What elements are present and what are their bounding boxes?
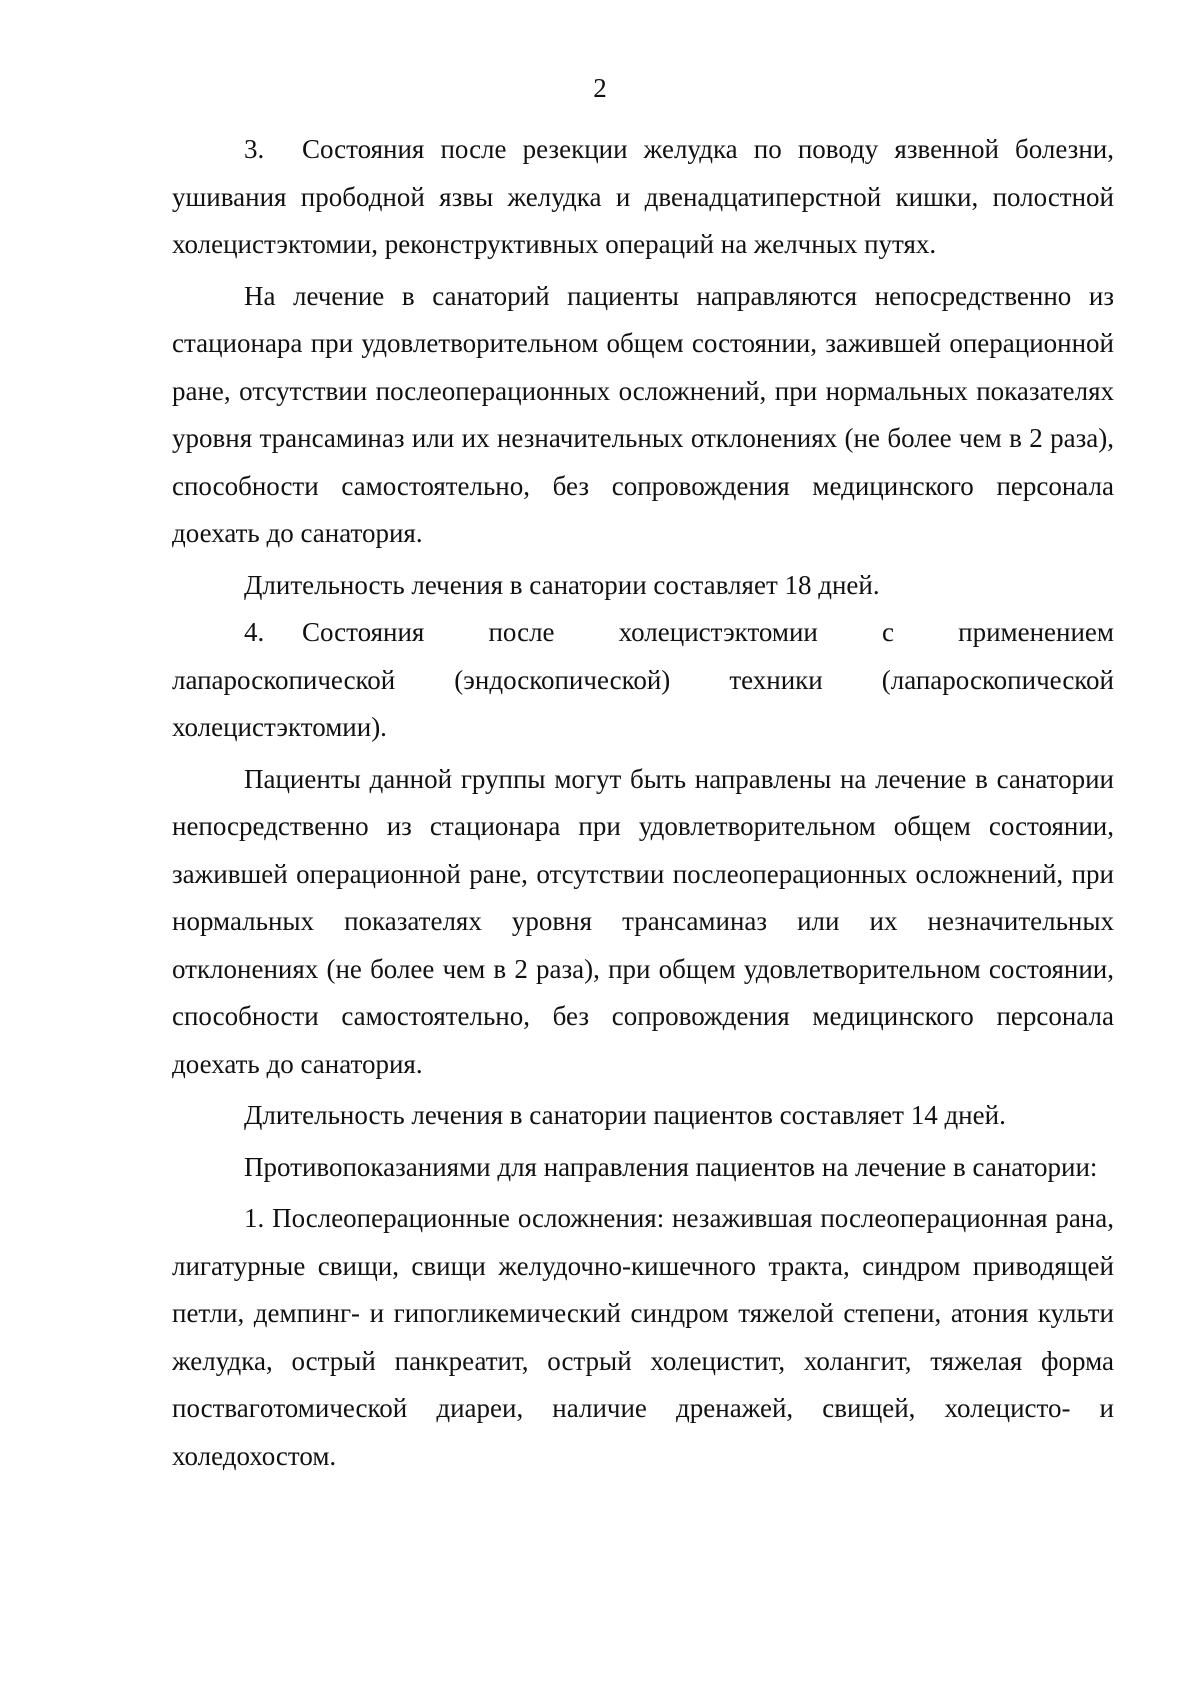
paragraph-item-3 xyxy=(172,126,1114,269)
paragraph: Длительность лечения в санатории составляет 18 дней. xyxy=(244,569,880,600)
paragraph-text: Состояния после холецистэктомии с применением лапароскопической (эндоскопической) техники (лапароскопической холецистэктомии). xyxy=(172,617,1114,742)
document-body xyxy=(172,126,1114,1480)
paragraph: 1. Послеоперационные осложнения: незажившая послеоперационная рана, лигатурные свищи, свищи желудочно-кишечного тракта, синдром приводящей петли, демпинг- и гипогликемический синдром тяжелой степени, атония культи желудка, острый панкреатит, острый холецистит, холангит, тяжелая форма поствагoтомической диареи, наличие дренажей, свищей, холецисто- и холедохостом. xyxy=(172,1203,1114,1471)
paragraph-text: Состояния после резекции желудка по поводу язвенной болезни, ушивания прободной язвы желудка и двенадцатиперстной кишки, полостной холецистэктомии, реконструктивных операций на желчных путях. xyxy=(172,134,1114,259)
paragraph: Длительность лечения в санатории пациентов составляет 14 дней. xyxy=(244,1100,1006,1130)
paragraph: На лечение в санаторий пациенты направляются непосредственно из стационара при удовлетворительном общем состоянии, зажившей операционной ране, отсутствии послеоперационных осложнений, при нормальных показателях уровня трансаминаз или их незначительных отклонениях (не более чем в 2 раза), способности самостоятельно, без сопровождения медицинского персонала доехать до санатория. xyxy=(172,280,1114,548)
item-number: 4. xyxy=(244,617,265,647)
paragraph: Противопоказаниями для направления пациентов на лечение в санатории: xyxy=(244,1151,1098,1182)
paragraph-item-4 xyxy=(172,609,1114,752)
page-number: 2 xyxy=(593,73,607,103)
paragraph: Пациенты данной группы могут быть направлены на лечение в санатории непосредственно из стационара при удовлетворительном общем состоянии, зажившей операционной ране, отсутствии послеоперационных осложнений, при нормальных показателях уровня трансаминаз или их незначительных отклонениях (не более чем в 2 раза), при общем удовлетворительном состоянии, способности самостоятельно, без сопровождения медицинского персонала доехать до санатория. xyxy=(172,763,1114,1079)
item-number: 3. xyxy=(244,134,265,164)
